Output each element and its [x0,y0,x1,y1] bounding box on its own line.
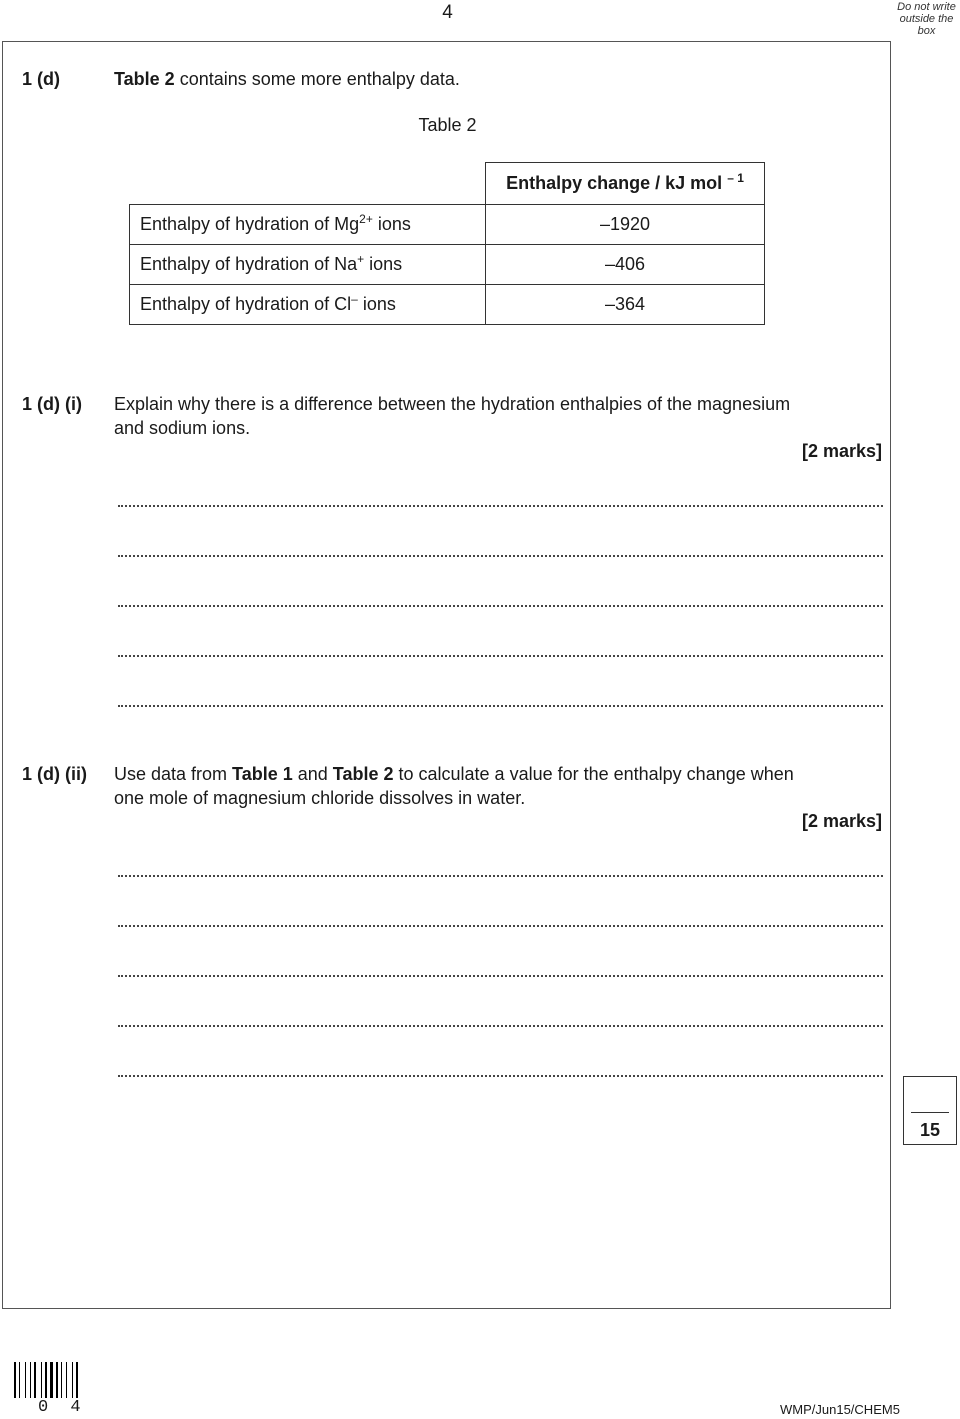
barcode-bar [17,1362,18,1398]
barcode-bar [72,1362,73,1398]
barcode-bar [19,1362,20,1398]
answer-line[interactable] [118,975,883,977]
question-label-1di: 1 (d) (i) [22,394,82,414]
answer-line[interactable] [118,655,883,657]
barcode-bar [50,1362,53,1398]
barcode-bar [37,1362,40,1398]
answer-line[interactable] [118,605,883,607]
barcode-bar [41,1362,42,1398]
barcode-bar [45,1362,47,1398]
answer-line[interactable] [118,875,883,877]
barcode-bar [54,1362,55,1398]
question-label-1dii: 1 (d) (ii) [22,764,87,784]
footer-code: WMP/Jun15/CHEM5 [780,1402,900,1417]
label-superscript: – [351,292,358,306]
intro-table-ref: Table 2 [114,69,175,89]
barcode-bar [34,1362,36,1398]
score-divider [911,1112,949,1113]
table-row [130,245,765,285]
row-label-cl [130,285,486,325]
barcode-bar [32,1362,33,1398]
text-segment: to calculate a value for the enthalpy change when [393,764,794,784]
answer-line[interactable] [118,1025,883,1027]
barcode-bar [66,1362,67,1398]
row-label-mg [130,205,486,245]
barcode-bar [30,1362,31,1398]
answer-line[interactable] [118,1075,883,1077]
question-intro-1d [114,69,460,90]
score-total: 15 [919,1120,941,1140]
barcode-bar [48,1362,49,1398]
barcode-bar [56,1362,58,1398]
marks-1di: [2 marks] [801,441,882,461]
barcode-bar [14,1362,16,1398]
table-header-row [130,163,765,205]
row-value-mg: –1920 [486,205,765,245]
barcode-bar [25,1362,26,1398]
question-text-1di-line1: Explain why there is a difference between the hydration enthalpies of the magnesium [114,394,791,414]
label-suffix: ions [364,254,403,274]
row-label-na [130,245,486,285]
table-header-cell [486,163,765,205]
table2-ref: Table 2 [332,764,394,784]
barcode-bar [43,1362,44,1398]
table-title: Table 2 [418,115,477,135]
question-label-1d: 1 (d) [22,69,60,89]
answer-line[interactable] [118,925,883,927]
barcode-bar [27,1362,29,1398]
marks-1dii: [2 marks] [801,811,882,831]
page-number: 4 [442,2,453,23]
table-row [130,205,765,245]
text-segment: and [292,764,333,784]
enthalpy-table [129,162,765,325]
barcode-icon [14,1362,98,1398]
row-value-cl: –364 [486,285,765,325]
answer-line[interactable] [118,505,883,507]
table1-ref: Table 1 [232,764,293,784]
table-header-blank [130,163,486,205]
intro-text: contains some more enthalpy data. [174,69,460,89]
table-row [130,285,765,325]
barcode-bar [74,1362,75,1398]
label-suffix: ions [357,294,396,314]
label-suffix: ions [372,214,411,234]
question-text-1di-line2: and sodium ions. [114,418,251,438]
label-text: Enthalpy of hydration of Na [140,254,358,274]
header-superscript: – 1 [727,171,744,185]
question-text-1dii-line2: one mole of magnesium chloride dissolves in water. [114,788,526,808]
barcode-bar [61,1362,62,1398]
barcode-bar [21,1362,24,1398]
label-text: Enthalpy of hydration of Cl [140,294,352,314]
margin-note: Do not write outside the box [897,1,956,37]
barcode-digits: 0 4 [38,1398,87,1417]
barcode-bar [59,1362,60,1398]
label-text: Enthalpy of hydration of Mg [140,214,360,234]
barcode-bar [68,1362,71,1398]
label-superscript: 2+ [359,212,373,226]
barcode-bar [76,1362,78,1398]
header-text: Enthalpy change / kJ mol [506,173,723,193]
question-text-1dii-line1 [114,764,794,785]
row-value-na: –406 [486,245,765,285]
label-superscript: + [357,252,365,266]
answer-line[interactable] [118,555,883,557]
answer-line[interactable] [118,705,883,707]
text-segment: Use data from [114,764,233,784]
barcode-bar [63,1362,65,1398]
